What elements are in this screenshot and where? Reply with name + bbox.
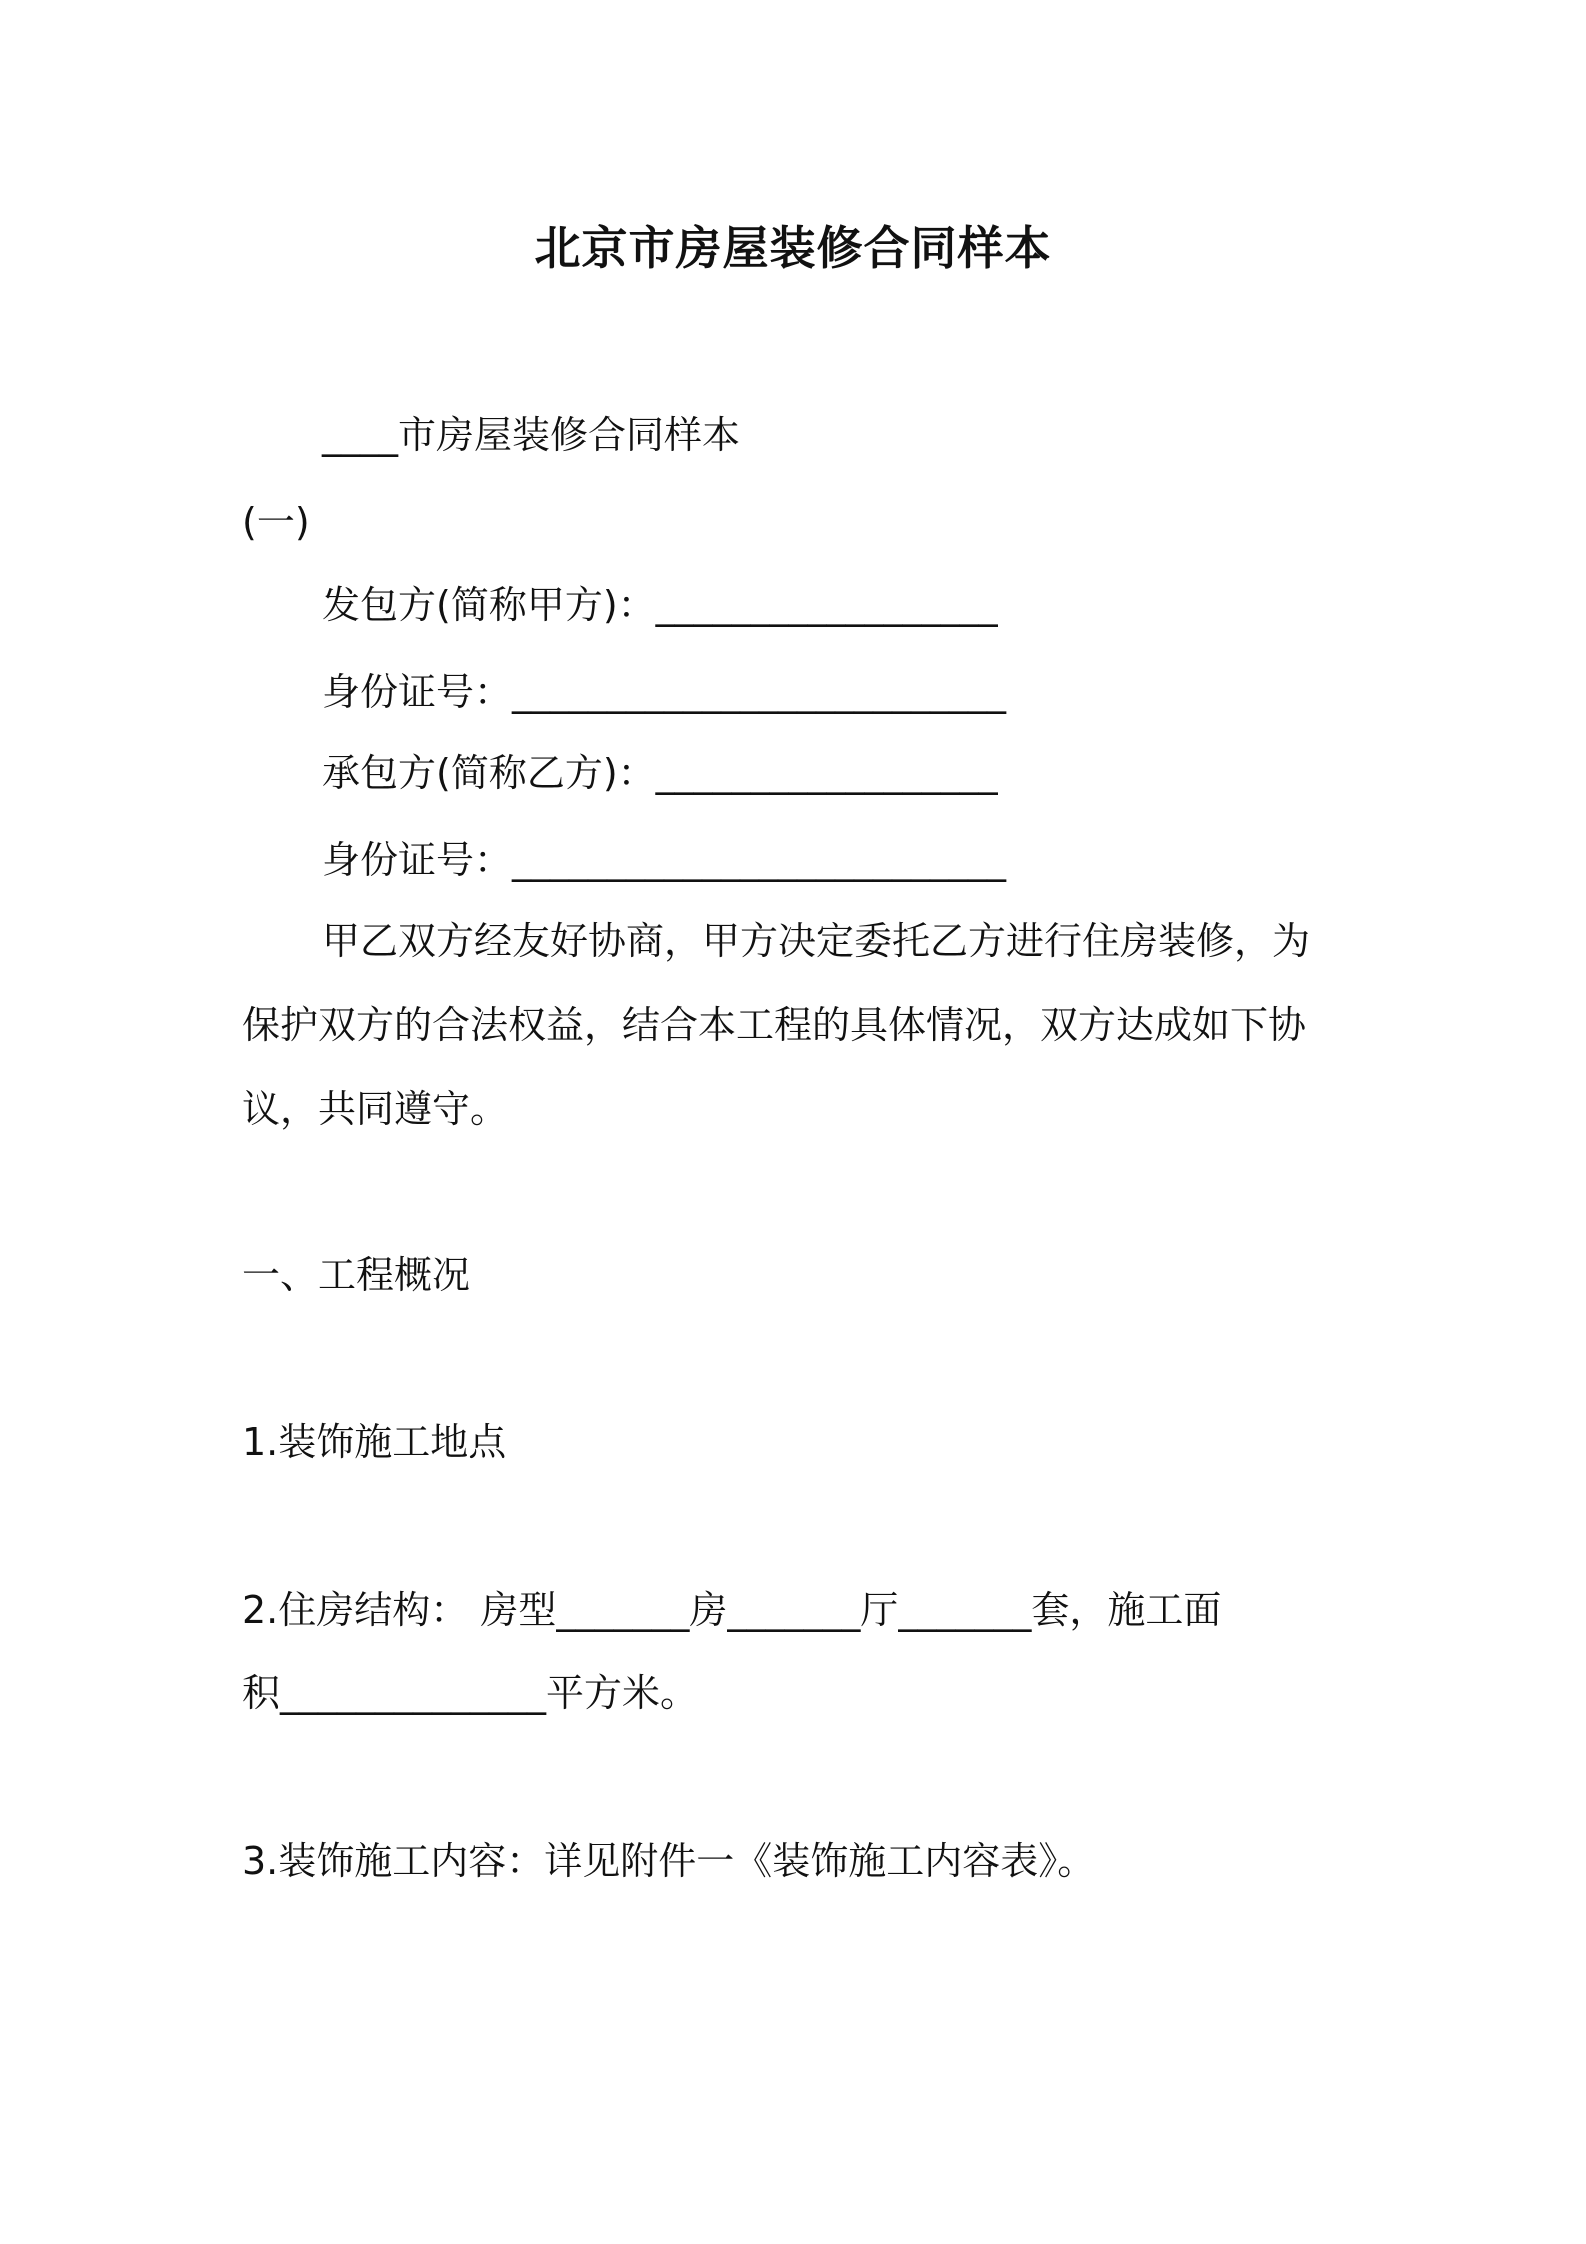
item-2-line-2: 积______________平方米。 bbox=[242, 1671, 699, 1715]
section-1-heading: 一、工程概况 bbox=[242, 1253, 471, 1297]
preamble-line-2: 保护双方的合法权益，结合本工程的具体情况，双方达成如下协 bbox=[242, 1003, 1307, 1047]
party-b-field: 承包方(简称乙方)：__________________ bbox=[322, 751, 998, 795]
part-marker: (一) bbox=[242, 500, 310, 544]
document-title: 北京市房屋装修合同样本 bbox=[534, 221, 1052, 275]
document-subtitle: ____市房屋装修合同样本 bbox=[322, 413, 741, 457]
preamble-line-1: 甲乙双方经友好协商，甲方决定委托乙方进行住房装修，为 bbox=[322, 919, 1311, 963]
party-b-id-field: 身份证号：__________________________ bbox=[322, 838, 1007, 882]
party-a-id-field: 身份证号：__________________________ bbox=[322, 670, 1007, 714]
item-3: 3.装饰施工内容：详见附件一《装饰施工内容表》。 bbox=[242, 1839, 1096, 1883]
item-2-line-1: 2.住房结构： 房型_______房_______厅_______套，施工面 bbox=[242, 1588, 1222, 1632]
item-1: 1.装饰施工地点 bbox=[242, 1420, 507, 1464]
preamble-line-3: 议，共同遵守。 bbox=[242, 1087, 509, 1131]
party-a-field: 发包方(简称甲方)：__________________ bbox=[322, 583, 998, 627]
